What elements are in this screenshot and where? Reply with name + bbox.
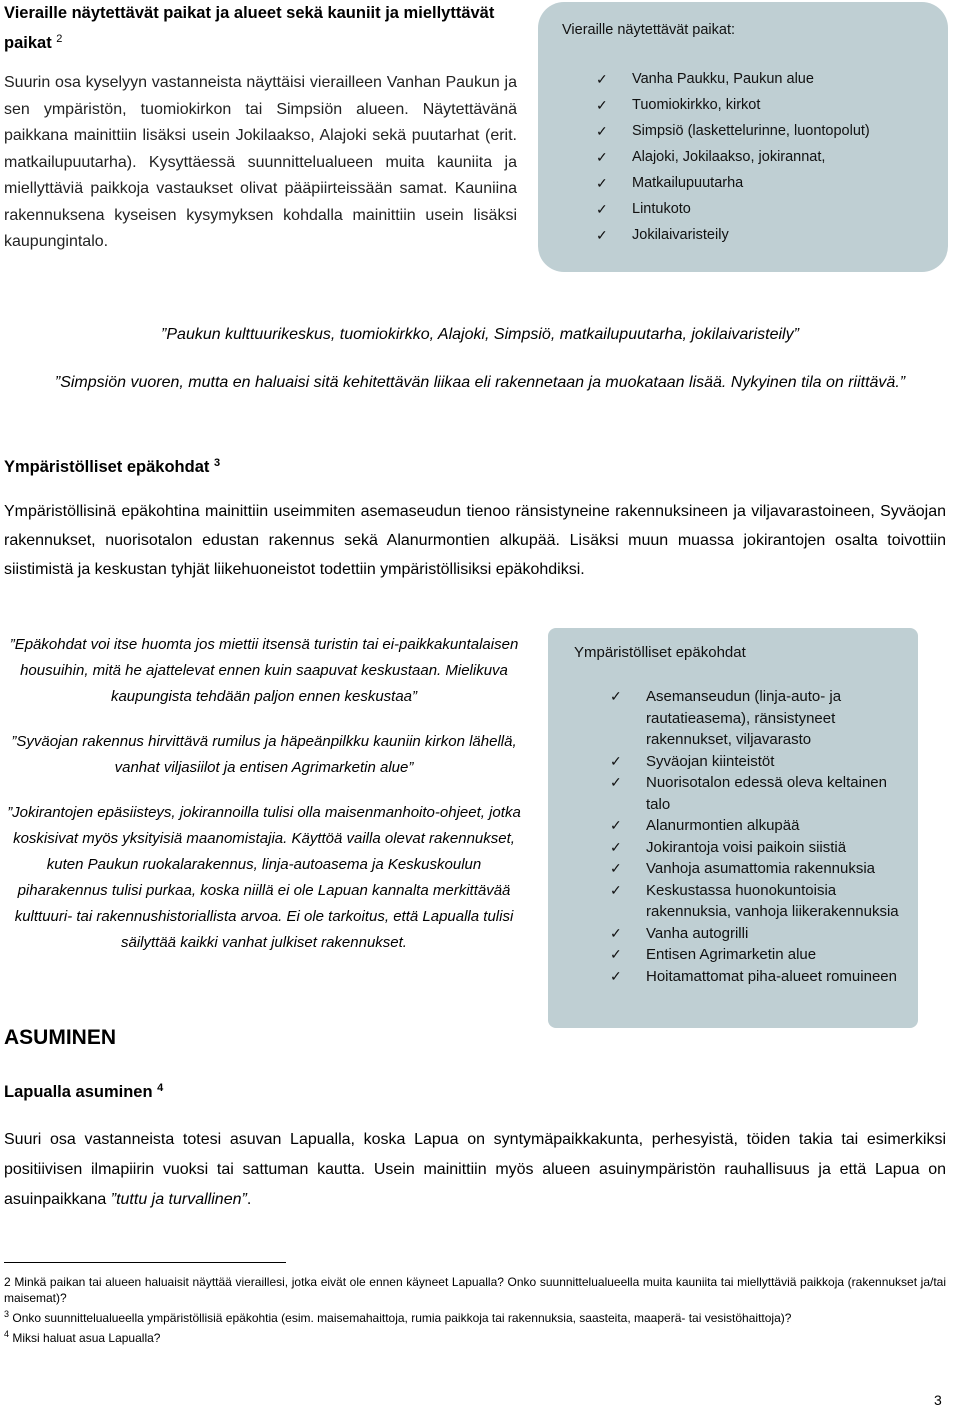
section-heading-text: Lapualla asuminen — [4, 1083, 153, 1101]
list-item: ✓ Nuorisotalon edessä oleva keltainen talo — [610, 774, 887, 813]
check-icon: ✓ — [596, 175, 608, 191]
places-callout-box — [538, 2, 948, 272]
list-item: ✓ Entisen Agrimarketin alue — [610, 944, 910, 966]
section-heading-living — [4, 1074, 163, 1106]
footnote-ref: 3 — [213, 457, 221, 469]
check-icon: ✓ — [610, 881, 622, 898]
check-icon: ✓ — [596, 227, 608, 243]
section-heading-text: Vieraille näytettävät paikat ja alueet sekä kauniit ja miellyttävät paikat — [4, 4, 495, 52]
section-heading-housing: ASUMINEN — [4, 1026, 117, 1049]
quote: ”Jokirantojen epäsiisteys, jokirannoilla tulisi olla maisenmanhoito-ohjeet, jotka koskisivat myös yksityisiä maanomistajia. Käyttöä vailla olevat rakennukset, kuten Paukun ruokalarakennus, linja-autoasema ja Keskuskoulun piharakennus tulisi purkaa, koska niillä ei ole Lapuan kannalta merkittävää kulttuuri- tai rakennushistoriallista arvoa. Ei ole tarkoitus, että Lapualla tulisi säilyttää kaikki vanhat julkiset rakennukset. — [7, 804, 521, 951]
check-icon: ✓ — [610, 774, 622, 790]
box-title: Vieraille näytettävät paikat: — [562, 22, 736, 38]
list-item: ✓ Jokirantoja voisi paikoin siistiä — [610, 837, 910, 859]
list-item: ✓ Vanha Paukku, Paukun alue — [596, 66, 870, 92]
check-icon: ✓ — [596, 123, 608, 139]
check-icon: ✓ — [610, 924, 622, 941]
check-icon: ✓ — [610, 688, 622, 704]
footnote-divider — [4, 1262, 286, 1263]
check-icon: ✓ — [610, 946, 622, 962]
list-item: ✓ Jokilaivaristeily — [596, 222, 870, 248]
footnote-ref: 2 — [56, 33, 63, 45]
check-icon: ✓ — [610, 752, 622, 769]
quote: ”Epäkohdat voi itse huomta jos miettii itsensä turistin tai ei-paikkakuntalaisen housuihin, mitä he ajattelevat ennen kuin saapuvat keskustaan. Mielikuva kaupungista tehdään paljon ennen keskustaa” — [9, 636, 519, 705]
section-heading-places — [4, 0, 524, 56]
footnote: 2 Minkä paikan tai alueen haluaisit näyttää vieraillesi, jotka eivät ole ennen käyneet Lapualla? Onko suunnittelualueella muita kauniita tai miellyttäviä paikkoja (rakennukset ja/tai maisemat)? — [4, 1275, 947, 1305]
check-icon: ✓ — [596, 97, 608, 113]
footnote-ref: 4 — [157, 1082, 164, 1094]
list-item: ✓ Alajoki, Jokilaakso, jokirannat, — [596, 144, 870, 170]
places-list — [596, 66, 870, 248]
paragraph-issues: Ympäristöllisinä epäkohtina mainittiin useimmiten asemaseudun tienoo ränsistyneine rakennuksineen ja viljavarastoineen, Syväojan rakennukset, nuorisotalon edustan rakennus sekä Alanurmontien alkupää. Lisäksi muun muassa jokirantojen osalta toivottiin siistimistä ja keskustan tyhjät liikehuoneistot todettiin ympäristöllisiksi epäkohdiksi. — [4, 503, 946, 578]
issues-list — [610, 686, 910, 987]
check-icon: ✓ — [596, 201, 608, 217]
list-item: ✓ Lintukoto — [596, 196, 870, 222]
paragraph-living: Suuri osa vastanneista totesi asuvan Lapualla, koska Lapua on syntymäpaikkakunta, perhesyistä, töiden takia tai esimerkiksi positiivisen ilmapiirin vuoksi tai sattuman kautta. Usein mainittiin myös alueen asuinympäristön rauhallisuus ja että Lapua on asuinpaikkana ”tuttu ja turvallinen”. — [4, 1131, 946, 1208]
quote: ”Syväojan rakennus hirvittävä rumilus ja häpeänpilkku kauniin kirkon lähellä, vanhat viljasiilot ja entisen Agrimarketin alue” — [11, 733, 517, 776]
check-icon: ✓ — [596, 149, 608, 165]
check-icon: ✓ — [610, 817, 622, 833]
list-item: ✓ Keskustassa huonokuntoisia rakennuksia, vanhoja liikerakennuksia — [610, 881, 899, 920]
check-icon: ✓ — [610, 967, 622, 984]
list-item: ✓ Matkailupuutarha — [596, 170, 870, 196]
quote: ”Simpsiön vuoren, mutta en haluaisi sitä kehitettävän liikaa eli rakennetaan ja muokataan lisää. Nykyinen tila on riittävä.” — [54, 374, 906, 391]
list-item: ✓ Syväojan kiinteistöt — [610, 751, 910, 773]
footnote: $^4$ Miksi haluat asua Lapualla? — [4, 1329, 161, 1345]
list-item: ✓ Asemanseudun (linja-auto- ja rautatieasema), ränsistyneet rakennukset, viljavarasto — [610, 688, 842, 748]
footnotes — [4, 1274, 946, 1346]
list-item: ✓ Tuomiokirkko, kirkot — [596, 92, 870, 118]
list-item: ✓ Hoitamattomat piha-alueet romuineen — [610, 966, 910, 988]
footnote: $^3$ Onko suunnittelualueella ympäristöllisiä epäkohtia (esim. maisemahaittoja, rumia paikkoja tai rakennuksia, saasteita, maaperä- tai vesistöhaittoja)? — [4, 1309, 792, 1325]
quote: ”Paukun kulttuurikeskus, tuomiokirkko, Alajoki, Simpsiö, matkailupuutarha, jokilaivaristeily” — [161, 326, 799, 343]
list-item: ✓ Simpsiö (laskettelurinne, luontopolut) — [596, 118, 870, 144]
issues-callout-box — [548, 628, 918, 1028]
inline-quote: ”tuttu ja turvallinen” — [110, 1191, 247, 1208]
check-icon: ✓ — [610, 838, 622, 855]
list-item: ✓ Vanhoja asumattomia rakennuksia — [610, 858, 910, 880]
list-item: ✓ Vanha autogrilli — [610, 923, 910, 945]
paragraph-places: Suurin osa kyselyyn vastanneista näyttäisi vierailleen Vanhan Paukun ja sen ympäristön, tuomiokirkon tai Simpsiön alueen. Näytettävänä paikkana mainittiin lisäksi usein Jokilaakso, Alajoki sekä puutarhat (erit. matkailupuutarha). Kysyttäessä suunnittelualueen muita kauniita ja miellyttäviä paikkoja vastaukset olivat pääpiirteissään samat. Kauniina rakennuksena kyseisen kysymyksen kohdalla mainittiin usein lisäksi kaupungintalo. — [4, 74, 517, 250]
box-title: Ympäristölliset epäkohdat — [574, 644, 746, 661]
list-item: ✓ Alanurmontien alkupää — [610, 815, 910, 837]
check-icon: ✓ — [596, 71, 608, 87]
page-number: 3 — [934, 1392, 942, 1408]
section-heading-issues — [4, 448, 220, 482]
check-icon: ✓ — [610, 860, 622, 876]
section-heading-text: Ympäristölliset epäkohdat — [4, 458, 210, 476]
